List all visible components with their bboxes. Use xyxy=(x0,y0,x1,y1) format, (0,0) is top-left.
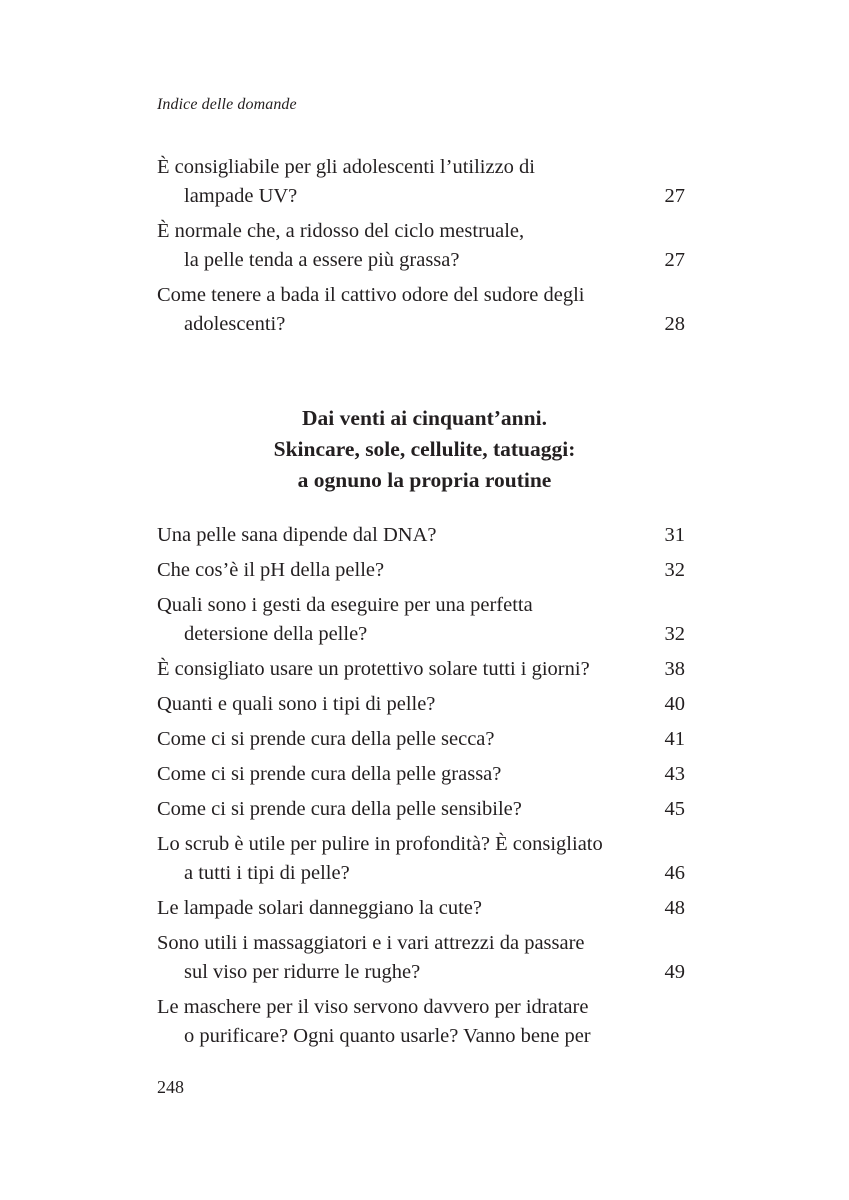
page-number: 248 xyxy=(157,1077,184,1097)
toc-entry-text: Sono utili i massaggiatori e i vari attrezzi da passare xyxy=(157,932,585,954)
toc-entry[interactable] xyxy=(157,591,685,649)
toc-entry-text: Le maschere per il viso servono davvero per idratare xyxy=(157,996,589,1018)
toc-entry-text-continued: detersione della pelle? xyxy=(184,623,368,645)
toc-entry[interactable] xyxy=(157,690,685,719)
toc-entry-text: Che cos’è il pH della pelle? xyxy=(157,559,385,581)
toc-entry[interactable] xyxy=(157,993,685,1051)
toc-entry-page: 38 xyxy=(664,658,685,680)
toc-entry[interactable] xyxy=(157,725,685,754)
toc-entry[interactable] xyxy=(157,830,685,888)
running-head: Indice delle domande xyxy=(157,96,297,113)
toc-entry-page: 32 xyxy=(664,559,685,581)
toc-entry-text: È consigliabile per gli adolescenti l’utilizzo di xyxy=(157,156,535,178)
toc-entry-page: 45 xyxy=(664,798,685,820)
toc-entry[interactable] xyxy=(157,929,685,987)
toc-entry-text: Come ci si prende cura della pelle secca? xyxy=(157,728,495,750)
toc-entry[interactable] xyxy=(157,556,685,585)
toc-entry-text: Come ci si prende cura della pelle grassa? xyxy=(157,763,502,785)
toc-entry-text: Una pelle sana dipende dal DNA? xyxy=(157,524,437,546)
toc-entry[interactable] xyxy=(157,655,685,684)
toc-entry-text: Come tenere a bada il cattivo odore del sudore degli xyxy=(157,284,585,306)
toc-entry-page: 27 xyxy=(664,185,685,207)
toc-entry-page: 43 xyxy=(664,763,685,785)
toc-entry[interactable] xyxy=(157,217,685,275)
toc-entry-text-continued: a tutti i tipi di pelle? xyxy=(184,862,350,884)
toc-entry-page: 27 xyxy=(664,249,685,271)
toc-entry-text-continued: sul viso per ridurre le rughe? xyxy=(184,961,421,983)
toc-entry-text: Lo scrub è utile per pulire in profondità? È consigliato xyxy=(157,833,603,855)
toc-entry-text: Quanti e quali sono i tipi di pelle? xyxy=(157,693,436,715)
toc-entry-text: È normale che, a ridosso del ciclo mestruale, xyxy=(157,220,525,242)
toc-entry-page: 31 xyxy=(664,524,685,546)
toc-entry[interactable] xyxy=(157,521,685,550)
toc-entry-page: 28 xyxy=(664,313,685,335)
toc-entry-page: 48 xyxy=(664,897,685,919)
toc-entry-text: Come ci si prende cura della pelle sensibile? xyxy=(157,798,522,820)
toc-entry-text: È consigliato usare un protettivo solare tutti i giorni? xyxy=(157,658,590,680)
toc-section-1 xyxy=(157,153,685,339)
toc-entry[interactable] xyxy=(157,153,685,211)
toc-entry-text-continued: la pelle tenda a essere più grassa? xyxy=(184,249,460,271)
toc-entry-text: Le lampade solari danneggiano la cute? xyxy=(157,897,483,919)
toc-entry-page: 41 xyxy=(664,728,685,750)
toc-entry-text-continued: lampade UV? xyxy=(184,185,298,207)
section-title-line: a ognuno la propria routine xyxy=(297,468,552,492)
toc-entry[interactable] xyxy=(157,281,685,339)
section-title-line: Dai venti ai cinquant’anni. xyxy=(302,406,547,430)
toc-entry-page: 46 xyxy=(664,862,685,884)
toc-entry-page: 32 xyxy=(664,623,685,645)
toc-section-2 xyxy=(157,521,685,1051)
toc-entry-text-continued: adolescenti? xyxy=(184,313,286,335)
toc-entry[interactable] xyxy=(157,894,685,923)
toc-entry-text-continued: o purificare? Ogni quanto usarle? Vanno bene per xyxy=(184,1025,591,1047)
toc-entry[interactable] xyxy=(157,795,685,824)
toc-entry-page: 49 xyxy=(664,961,685,983)
section-title xyxy=(0,403,849,496)
toc-entry[interactable] xyxy=(157,760,685,789)
toc-entry-page: 40 xyxy=(664,693,685,715)
section-title-line: Skincare, sole, cellulite, tatuaggi: xyxy=(273,437,576,461)
toc-entry-text: Quali sono i gesti da eseguire per una perfetta xyxy=(157,594,533,616)
